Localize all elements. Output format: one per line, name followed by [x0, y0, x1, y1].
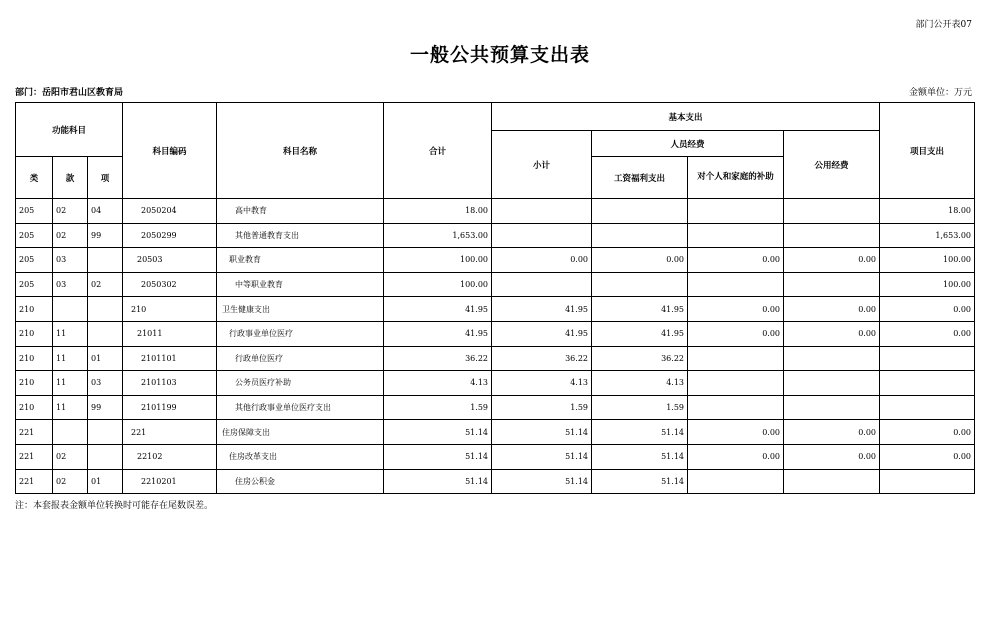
- header-kuan: 款: [53, 157, 88, 199]
- header-lei: 类: [16, 157, 53, 199]
- cell-kuan: 11: [53, 321, 88, 346]
- cell-wages-welfare: 1.59: [592, 395, 688, 420]
- cell-wages-welfare: 4.13: [592, 371, 688, 396]
- cell-subject-code: 2050299: [123, 223, 217, 248]
- cell-project-expenditure: [880, 469, 975, 494]
- cell-public-expenses: [784, 272, 880, 297]
- header-subject-name: 科目名称: [217, 103, 384, 199]
- cell-project-expenditure: [880, 346, 975, 371]
- cell-wages-welfare: [592, 223, 688, 248]
- cell-total: 51.14: [384, 469, 492, 494]
- cell-subject-code: 2050302: [123, 272, 217, 297]
- cell-subtotal: 51.14: [492, 444, 592, 469]
- cell-kuan: 02: [53, 199, 88, 224]
- cell-subject-code: 210: [123, 297, 217, 322]
- table-row: [16, 248, 975, 273]
- cell-public-expenses: [784, 395, 880, 420]
- budget-table: [15, 102, 975, 494]
- cell-project-expenditure: 18.00: [880, 199, 975, 224]
- cell-subject-code: 22102: [123, 444, 217, 469]
- cell-public-expenses: [784, 346, 880, 371]
- cell-project-expenditure: [880, 395, 975, 420]
- cell-household-subsidies: [688, 223, 784, 248]
- cell-subject-name: 行政事业单位医疗: [217, 321, 384, 346]
- cell-xiang: 99: [88, 395, 123, 420]
- cell-wages-welfare: 41.95: [592, 297, 688, 322]
- cell-subtotal: 51.14: [492, 469, 592, 494]
- header-personnel-expenses: 人员经费: [592, 131, 784, 157]
- cell-subject-name: 卫生健康支出: [217, 297, 384, 322]
- cell-xiang: [88, 248, 123, 273]
- cell-lei: 205: [16, 272, 53, 297]
- cell-public-expenses: 0.00: [784, 297, 880, 322]
- cell-subtotal: 41.95: [492, 297, 592, 322]
- header-function-subject: 功能科目: [16, 103, 123, 157]
- cell-subject-name: 中等职业教育: [217, 272, 384, 297]
- cell-xiang: 99: [88, 223, 123, 248]
- cell-subject-code: 20503: [123, 248, 217, 273]
- cell-public-expenses: 0.00: [784, 248, 880, 273]
- cell-total: 100.00: [384, 272, 492, 297]
- cell-xiang: 01: [88, 469, 123, 494]
- cell-household-subsidies: [688, 395, 784, 420]
- cell-household-subsidies: 0.00: [688, 444, 784, 469]
- table-header: [16, 103, 975, 199]
- header-subject-code: 科目编码: [123, 103, 217, 199]
- header-xiang: 项: [88, 157, 123, 199]
- cell-lei: 210: [16, 321, 53, 346]
- cell-kuan: 03: [53, 248, 88, 273]
- cell-lei: 221: [16, 469, 53, 494]
- cell-project-expenditure: 100.00: [880, 248, 975, 273]
- cell-subject-code: 2101199: [123, 395, 217, 420]
- cell-total: 18.00: [384, 199, 492, 224]
- table-row: [16, 395, 975, 420]
- header-wages-welfare: 工资福利支出: [592, 157, 688, 199]
- table-row: [16, 420, 975, 445]
- cell-xiang: [88, 321, 123, 346]
- cell-household-subsidies: [688, 199, 784, 224]
- cell-kuan: 11: [53, 346, 88, 371]
- cell-total: 4.13: [384, 371, 492, 396]
- table-row: [16, 371, 975, 396]
- cell-subject-code: 2210201: [123, 469, 217, 494]
- cell-subject-code: 21011: [123, 321, 217, 346]
- cell-subject-name: 其他行政事业单位医疗支出: [217, 395, 384, 420]
- table-row: [16, 272, 975, 297]
- cell-kuan: 02: [53, 223, 88, 248]
- cell-total: 51.14: [384, 420, 492, 445]
- footnote: 注：本套报表金额单位转换时可能存在尾数误差。: [15, 501, 214, 511]
- cell-wages-welfare: [592, 272, 688, 297]
- cell-project-expenditure: 0.00: [880, 297, 975, 322]
- cell-lei: 210: [16, 346, 53, 371]
- cell-household-subsidies: [688, 371, 784, 396]
- cell-wages-welfare: [592, 199, 688, 224]
- cell-household-subsidies: 0.00: [688, 420, 784, 445]
- cell-xiang: 04: [88, 199, 123, 224]
- cell-subject-name: 其他普通教育支出: [217, 223, 384, 248]
- table-row: [16, 346, 975, 371]
- cell-subject-name: 住房保障支出: [217, 420, 384, 445]
- header-public-expenses: 公用经费: [784, 131, 880, 199]
- cell-wages-welfare: 36.22: [592, 346, 688, 371]
- header-household-subsidies: 对个人和家庭的补助: [688, 157, 784, 199]
- cell-lei: 205: [16, 199, 53, 224]
- cell-subtotal: [492, 223, 592, 248]
- cell-xiang: [88, 444, 123, 469]
- cell-xiang: 03: [88, 371, 123, 396]
- cell-public-expenses: [784, 469, 880, 494]
- cell-wages-welfare: 0.00: [592, 248, 688, 273]
- cell-public-expenses: [784, 223, 880, 248]
- cell-lei: 205: [16, 248, 53, 273]
- cell-project-expenditure: 100.00: [880, 272, 975, 297]
- cell-total: 51.14: [384, 444, 492, 469]
- cell-xiang: [88, 420, 123, 445]
- cell-xiang: [88, 297, 123, 322]
- table-row: [16, 223, 975, 248]
- cell-subject-code: 2050204: [123, 199, 217, 224]
- cell-subtotal: 41.95: [492, 321, 592, 346]
- cell-lei: 210: [16, 371, 53, 396]
- cell-subject-name: 住房公积金: [217, 469, 384, 494]
- cell-total: 41.95: [384, 321, 492, 346]
- header-project-expenditure: 项目支出: [880, 103, 975, 199]
- cell-lei: 210: [16, 395, 53, 420]
- cell-household-subsidies: [688, 272, 784, 297]
- header-total: 合计: [384, 103, 492, 199]
- table-row: [16, 321, 975, 346]
- cell-wages-welfare: 41.95: [592, 321, 688, 346]
- cell-subtotal: [492, 199, 592, 224]
- cell-subject-code: 2101101: [123, 346, 217, 371]
- cell-subtotal: 1.59: [492, 395, 592, 420]
- cell-public-expenses: 0.00: [784, 420, 880, 445]
- page-title: 一般公共预算支出表: [409, 44, 590, 66]
- cell-wages-welfare: 51.14: [592, 420, 688, 445]
- cell-subject-code: 2101103: [123, 371, 217, 396]
- form-number: 部门公开表07: [915, 20, 972, 30]
- cell-subject-name: 职业教育: [217, 248, 384, 273]
- cell-kuan: [53, 297, 88, 322]
- cell-subject-code: 221: [123, 420, 217, 445]
- cell-total: 100.00: [384, 248, 492, 273]
- cell-public-expenses: 0.00: [784, 321, 880, 346]
- table-row: [16, 297, 975, 322]
- cell-kuan: 03: [53, 272, 88, 297]
- cell-project-expenditure: 0.00: [880, 321, 975, 346]
- cell-project-expenditure: 0.00: [880, 420, 975, 445]
- cell-lei: 210: [16, 297, 53, 322]
- department-label: 部门：岳阳市君山区教育局: [15, 88, 124, 98]
- cell-wages-welfare: 51.14: [592, 444, 688, 469]
- cell-household-subsidies: 0.00: [688, 321, 784, 346]
- cell-subject-name: 住房改革支出: [217, 444, 384, 469]
- cell-subtotal: 36.22: [492, 346, 592, 371]
- cell-xiang: 01: [88, 346, 123, 371]
- cell-subject-name: 行政单位医疗: [217, 346, 384, 371]
- cell-project-expenditure: 0.00: [880, 444, 975, 469]
- header-subtotal: 小计: [492, 131, 592, 199]
- cell-subject-name: 公务员医疗补助: [217, 371, 384, 396]
- table-row: [16, 444, 975, 469]
- cell-total: 1,653.00: [384, 223, 492, 248]
- cell-kuan: 11: [53, 371, 88, 396]
- cell-public-expenses: [784, 371, 880, 396]
- cell-kuan: 02: [53, 469, 88, 494]
- header-basic-expenditure: 基本支出: [492, 103, 880, 131]
- cell-xiang: 02: [88, 272, 123, 297]
- table-body: [16, 199, 975, 494]
- cell-subject-name: 高中教育: [217, 199, 384, 224]
- cell-lei: 221: [16, 420, 53, 445]
- cell-household-subsidies: [688, 469, 784, 494]
- cell-wages-welfare: 51.14: [592, 469, 688, 494]
- cell-public-expenses: 0.00: [784, 444, 880, 469]
- cell-household-subsidies: 0.00: [688, 248, 784, 273]
- cell-household-subsidies: [688, 346, 784, 371]
- cell-kuan: 02: [53, 444, 88, 469]
- cell-subtotal: 0.00: [492, 248, 592, 273]
- cell-subtotal: 4.13: [492, 371, 592, 396]
- table-row: [16, 199, 975, 224]
- cell-subtotal: [492, 272, 592, 297]
- amount-unit-label: 金额单位：万元: [908, 88, 972, 98]
- cell-subtotal: 51.14: [492, 420, 592, 445]
- cell-public-expenses: [784, 199, 880, 224]
- cell-project-expenditure: [880, 371, 975, 396]
- cell-project-expenditure: 1,653.00: [880, 223, 975, 248]
- cell-lei: 221: [16, 444, 53, 469]
- cell-kuan: 11: [53, 395, 88, 420]
- cell-lei: 205: [16, 223, 53, 248]
- table-row: [16, 469, 975, 494]
- cell-household-subsidies: 0.00: [688, 297, 784, 322]
- cell-total: 36.22: [384, 346, 492, 371]
- cell-kuan: [53, 420, 88, 445]
- cell-total: 41.95: [384, 297, 492, 322]
- cell-total: 1.59: [384, 395, 492, 420]
